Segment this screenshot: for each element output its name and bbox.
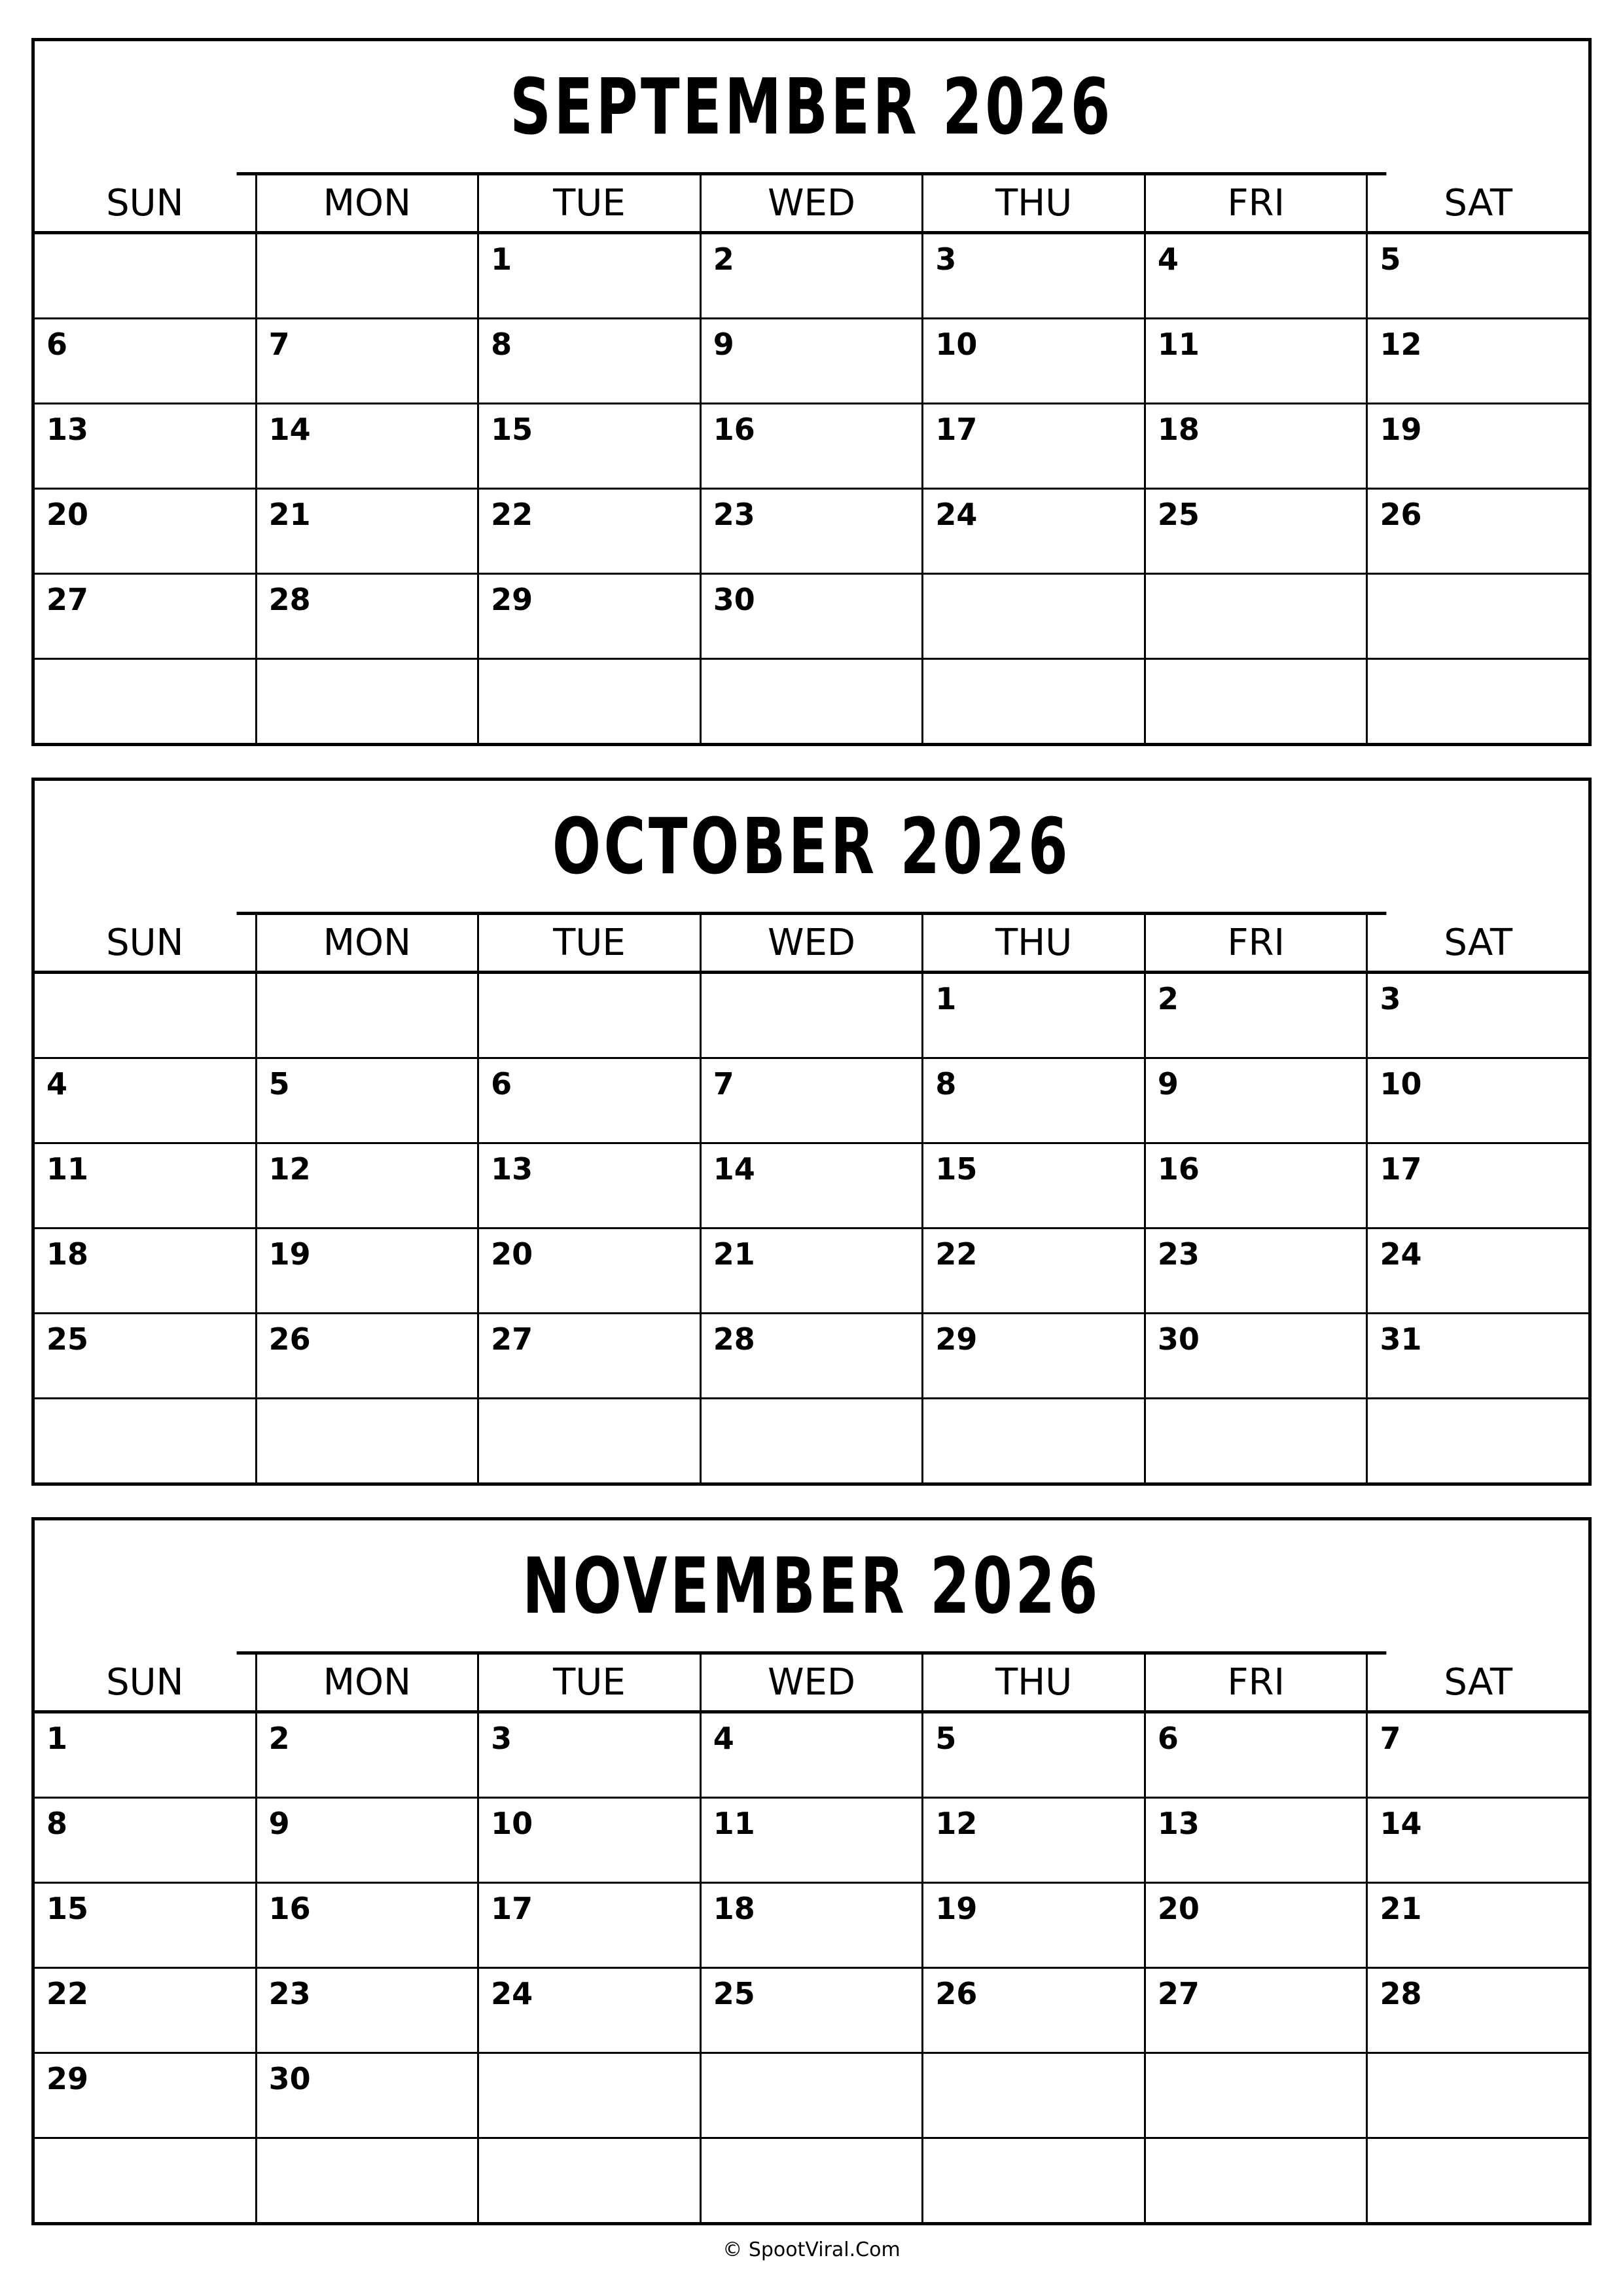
- weekday-label: WED: [702, 1655, 924, 1710]
- day-cell: 29: [479, 575, 702, 658]
- day-cell: 20: [35, 490, 257, 573]
- day-cell: 12: [1380, 327, 1422, 362]
- day-cell: 5: [923, 1713, 1146, 1797]
- month-calendar-october: [31, 778, 1592, 1486]
- day-cell: [923, 1399, 1146, 1482]
- weekday-label: TUE: [479, 915, 702, 971]
- day-cell: [1146, 1399, 1368, 1482]
- day-cell: [1368, 2054, 1588, 2137]
- weeks-grid: [35, 1713, 1588, 2222]
- day-cell: [702, 974, 924, 1057]
- day-cell: 21: [1380, 1891, 1422, 1926]
- day-cell: 25: [702, 1969, 924, 2052]
- day-cell: 16: [257, 1884, 480, 1967]
- day-cell: 27: [1146, 1969, 1368, 2052]
- day-cell: 24: [923, 490, 1146, 573]
- week-row: [35, 2139, 1588, 2222]
- day-cell: 8: [923, 1059, 1146, 1142]
- day-cell: [257, 234, 480, 317]
- weekday-label: THU: [923, 175, 1146, 231]
- weekday-label: SUN: [35, 915, 257, 971]
- day-cell: [479, 660, 702, 743]
- weekday-label: SUN: [35, 1655, 257, 1710]
- week-row: [35, 1059, 1588, 1144]
- day-cell: [1146, 660, 1368, 743]
- day-cell: [702, 1399, 924, 1482]
- day-cell: 28: [257, 575, 480, 658]
- week-row: [35, 404, 1588, 490]
- weekday-label: SAT: [1444, 922, 1513, 964]
- day-cell: 13: [1146, 1799, 1368, 1882]
- day-cell: [257, 1399, 480, 1482]
- day-cell: 27: [479, 1314, 702, 1397]
- day-cell: 15: [923, 1144, 1146, 1227]
- day-cell: [257, 974, 480, 1057]
- weekday-label: MON: [257, 915, 480, 971]
- day-cell: 22: [35, 1969, 257, 2052]
- day-cell: 15: [479, 404, 702, 488]
- weeks-grid: [35, 234, 1588, 743]
- month-title: SEPTEMBER 2026: [237, 41, 1387, 175]
- weekday-label: SAT: [1444, 182, 1513, 224]
- day-cell: [257, 2139, 480, 2222]
- month-title: NOVEMBER 2026: [237, 1520, 1387, 1655]
- week-row: [35, 319, 1588, 404]
- weekday-label: SUN: [35, 175, 257, 231]
- weekday-label: MON: [257, 175, 480, 231]
- day-cell: 8: [35, 1799, 257, 1882]
- day-cell: 6: [35, 319, 257, 403]
- day-cell: [35, 1399, 257, 1482]
- day-cell: 11: [35, 1144, 257, 1227]
- weekday-label: WED: [702, 915, 924, 971]
- weekday-label: THU: [923, 1655, 1146, 1710]
- day-cell: [1368, 660, 1588, 743]
- day-cell: 23: [702, 490, 924, 573]
- day-cell: 28: [1380, 1976, 1422, 2011]
- day-cell: 3: [923, 234, 1146, 317]
- day-cell: 12: [257, 1144, 480, 1227]
- day-cell: 14: [257, 404, 480, 488]
- day-cell: 7: [1380, 1721, 1401, 1756]
- day-cell: [1368, 2139, 1588, 2222]
- day-cell: [923, 575, 1146, 658]
- week-row: [35, 234, 1588, 319]
- day-cell: 18: [1146, 404, 1368, 488]
- day-cell: 20: [1146, 1884, 1368, 1967]
- day-cell: [923, 2139, 1146, 2222]
- day-cell: 6: [479, 1059, 702, 1142]
- day-cell: 16: [1146, 1144, 1368, 1227]
- week-row: [35, 575, 1588, 660]
- day-cell: 5: [257, 1059, 480, 1142]
- day-cell: [702, 2054, 924, 2137]
- weekday-label: FRI: [1146, 175, 1368, 231]
- day-cell: 21: [702, 1229, 924, 1312]
- day-cell: 17: [923, 404, 1146, 488]
- day-cell: [1368, 1399, 1588, 1482]
- weekday-header-row: [35, 915, 1588, 974]
- day-cell: 19: [1380, 412, 1422, 447]
- day-cell: 8: [479, 319, 702, 403]
- day-cell: 22: [479, 490, 702, 573]
- week-row: [35, 1229, 1588, 1314]
- day-cell: [35, 974, 257, 1057]
- day-cell: [479, 2054, 702, 2137]
- day-cell: 5: [1380, 242, 1401, 277]
- day-cell: 27: [35, 575, 257, 658]
- month-title: OCTOBER 2026: [237, 781, 1387, 915]
- day-cell: 31: [1380, 1321, 1422, 1357]
- day-cell: 9: [702, 319, 924, 403]
- day-cell: 19: [923, 1884, 1146, 1967]
- week-row: [35, 974, 1588, 1059]
- day-cell: 2: [1146, 974, 1368, 1057]
- day-cell: 29: [35, 2054, 257, 2137]
- day-cell: 17: [479, 1884, 702, 1967]
- day-cell: 11: [702, 1799, 924, 1882]
- week-row: [35, 1884, 1588, 1969]
- day-cell: 23: [257, 1969, 480, 2052]
- day-cell: 9: [1146, 1059, 1368, 1142]
- day-cell: 23: [1146, 1229, 1368, 1312]
- weekday-label: THU: [923, 915, 1146, 971]
- day-cell: 24: [479, 1969, 702, 2052]
- weekday-label: SAT: [1444, 1661, 1513, 1704]
- day-cell: 20: [479, 1229, 702, 1312]
- day-cell: 9: [257, 1799, 480, 1882]
- week-row: [35, 1144, 1588, 1229]
- day-cell: 25: [35, 1314, 257, 1397]
- day-cell: [479, 2139, 702, 2222]
- day-cell: [479, 974, 702, 1057]
- day-cell: 26: [257, 1314, 480, 1397]
- day-cell: 29: [923, 1314, 1146, 1397]
- day-cell: 1: [35, 1713, 257, 1797]
- day-cell: 12: [923, 1799, 1146, 1882]
- day-cell: 16: [702, 404, 924, 488]
- day-cell: 1: [479, 234, 702, 317]
- day-cell: 26: [923, 1969, 1146, 2052]
- day-cell: 4: [702, 1713, 924, 1797]
- day-cell: 1: [923, 974, 1146, 1057]
- week-row: [35, 1969, 1588, 2054]
- day-cell: [923, 660, 1146, 743]
- day-cell: 10: [923, 319, 1146, 403]
- day-cell: [702, 660, 924, 743]
- day-cell: 22: [923, 1229, 1146, 1312]
- day-cell: 10: [1380, 1066, 1422, 1102]
- day-cell: 24: [1380, 1236, 1422, 1272]
- day-cell: 17: [1380, 1151, 1422, 1187]
- day-cell: [1368, 575, 1588, 658]
- day-cell: [35, 2139, 257, 2222]
- week-row: [35, 490, 1588, 575]
- day-cell: 10: [479, 1799, 702, 1882]
- day-cell: 2: [257, 1713, 480, 1797]
- day-cell: 21: [257, 490, 480, 573]
- week-row: [35, 2054, 1588, 2139]
- weekday-label: TUE: [479, 1655, 702, 1710]
- week-row: [35, 660, 1588, 743]
- day-cell: [1146, 2139, 1368, 2222]
- day-cell: [1146, 2054, 1368, 2137]
- weekday-label: FRI: [1146, 1655, 1368, 1710]
- day-cell: 25: [1146, 490, 1368, 573]
- weekday-label: MON: [257, 1655, 480, 1710]
- week-row: [35, 1713, 1588, 1799]
- day-cell: 4: [35, 1059, 257, 1142]
- day-cell: 30: [1146, 1314, 1368, 1397]
- day-cell: 19: [257, 1229, 480, 1312]
- day-cell: [479, 1399, 702, 1482]
- day-cell: 3: [479, 1713, 702, 1797]
- weekday-label: WED: [702, 175, 924, 231]
- week-row: [35, 1314, 1588, 1399]
- day-cell: 18: [35, 1229, 257, 1312]
- week-row: [35, 1399, 1588, 1482]
- day-cell: [1146, 575, 1368, 658]
- copyright-footer: © SpootViral.Com: [722, 2238, 901, 2261]
- weekday-header-row: [35, 1655, 1588, 1713]
- day-cell: [35, 234, 257, 317]
- day-cell: 26: [1380, 497, 1422, 532]
- weeks-grid: [35, 974, 1588, 1482]
- day-cell: 15: [35, 1884, 257, 1967]
- day-cell: 11: [1146, 319, 1368, 403]
- day-cell: 3: [1380, 981, 1401, 1016]
- weekday-label: TUE: [479, 175, 702, 231]
- day-cell: 7: [702, 1059, 924, 1142]
- day-cell: 18: [702, 1884, 924, 1967]
- weekday-label: FRI: [1146, 915, 1368, 971]
- day-cell: [257, 660, 480, 743]
- day-cell: 4: [1146, 234, 1368, 317]
- day-cell: [923, 2054, 1146, 2137]
- day-cell: 13: [479, 1144, 702, 1227]
- day-cell: 6: [1146, 1713, 1368, 1797]
- day-cell: 30: [702, 575, 924, 658]
- day-cell: [702, 2139, 924, 2222]
- month-calendar-november: [31, 1517, 1592, 2225]
- day-cell: [35, 660, 257, 743]
- day-cell: 14: [702, 1144, 924, 1227]
- month-calendar-september: [31, 38, 1592, 746]
- week-row: [35, 1799, 1588, 1884]
- day-cell: 14: [1380, 1806, 1422, 1841]
- day-cell: 13: [35, 404, 257, 488]
- weekday-header-row: [35, 175, 1588, 234]
- day-cell: 2: [702, 234, 924, 317]
- day-cell: 28: [702, 1314, 924, 1397]
- day-cell: 30: [257, 2054, 480, 2137]
- day-cell: 7: [257, 319, 480, 403]
